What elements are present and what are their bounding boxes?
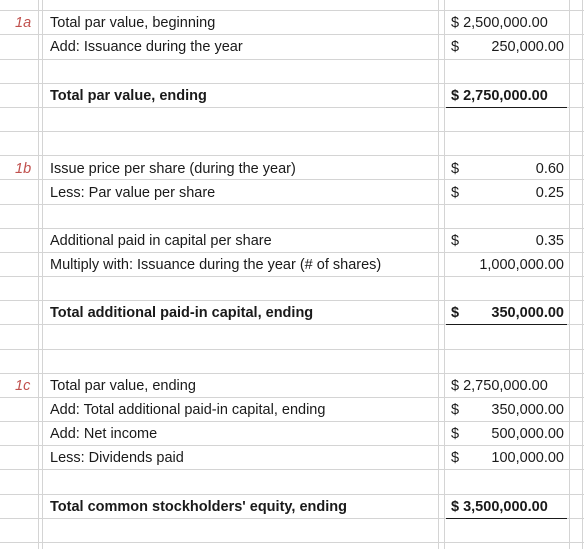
dollar-sign: $ <box>451 161 460 177</box>
dollar-sign: $ <box>451 39 460 55</box>
row-amount: 0.25 <box>535 185 564 201</box>
row-amount: 350,000.00 <box>491 402 564 418</box>
total-desc: Total common stockholders' equity, ending <box>50 499 347 515</box>
dollar-sign: $ <box>451 185 460 201</box>
row-amount: 100,000.00 <box>491 450 564 466</box>
row-desc: Less: Par value per share <box>50 185 216 201</box>
row-desc: Less: Dividends paid <box>50 450 184 466</box>
row-desc: Multiply with: Issuance during the year (# of shares) <box>50 257 382 273</box>
dollar-sign: $ <box>451 305 460 321</box>
row-amount: 1,000,000.00 <box>479 257 564 273</box>
total-amount: $ 3,500,000.00 <box>451 499 548 515</box>
row-desc: Add: Total additional paid-in capital, ending <box>50 402 326 418</box>
row-desc: Additional paid in capital per share <box>50 233 272 249</box>
total-amount: 350,000.00 <box>491 305 564 321</box>
row-desc: Total par value, ending <box>50 378 196 394</box>
section-label-1b: 1b <box>15 161 32 177</box>
total-desc: Total additional paid-in capital, ending <box>50 305 314 321</box>
row-amount: 0.35 <box>535 233 564 249</box>
row-amount: 0.60 <box>535 161 564 177</box>
total-amount: $ 2,750,000.00 <box>451 88 548 104</box>
row-amount: $ 2,500,000.00 <box>451 15 548 31</box>
total-desc: Total par value, ending <box>50 88 207 104</box>
row-desc: Total par value, beginning <box>50 15 216 31</box>
row-desc: Add: Issuance during the year <box>50 39 243 55</box>
dollar-sign: $ <box>451 233 460 249</box>
dollar-sign: $ <box>451 402 460 418</box>
section-label-1a: 1a <box>15 15 32 31</box>
total-underline <box>446 518 567 519</box>
total-underline <box>446 324 567 325</box>
row-desc: Issue price per share (during the year) <box>50 161 296 177</box>
dollar-sign: $ <box>451 450 460 466</box>
dollar-sign: $ <box>451 426 460 442</box>
section-label-1c: 1c <box>15 378 31 394</box>
row-desc: Add: Net income <box>50 426 158 442</box>
row-amount: 500,000.00 <box>491 426 564 442</box>
total-underline <box>446 107 567 108</box>
row-amount: $ 2,750,000.00 <box>451 378 548 394</box>
row-amount: 250,000.00 <box>491 39 564 55</box>
